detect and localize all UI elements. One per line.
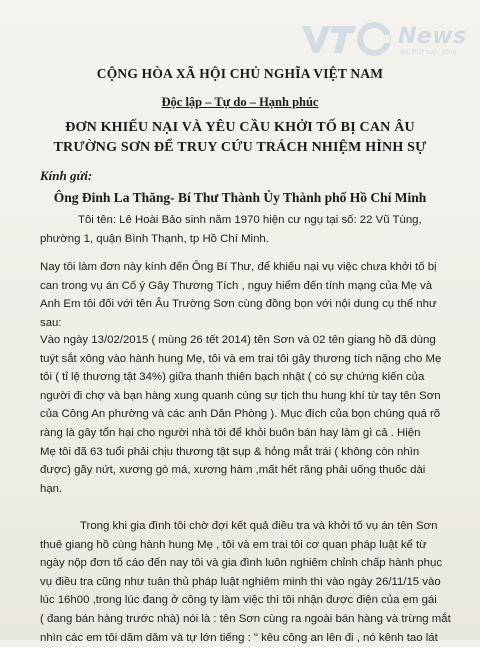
paragraph-purpose <box>40 258 437 332</box>
country-header: CỘNG HÒA XÃ HỘI CHỦ NGHĨA VIỆT NAM <box>96 66 384 81</box>
text-line: tuýt sắt xông vào hành hung Mẹ, tôi và em trai tôi gây thương tích nặng cho Mẹ <box>40 352 442 365</box>
text-line: lúc 16h00 ,trong lúc đang ở công ty làm việc thì tôi nhận được điện của em gái <box>40 594 437 607</box>
text-line: sau: <box>40 316 62 329</box>
watermark-news-text: News <box>398 24 467 49</box>
text-line: phường 1, quận Bình Thạnh, tp Hồ Chí Minh. <box>40 232 269 245</box>
text-line: được) gãy nứt, xương gò má, xương hàm ,mất hết răng phải uống thuốc dài <box>40 464 426 477</box>
text-line: Nay tôi làm đơn này kính đến Ông Bí Thư, để khiếu nại vụ việc chưa khởi tố bị <box>40 261 437 273</box>
text-line: tôi ( tỉ lệ thương tật 34%) giữa thanh thiên bạch nhật ( có sự chứng kiến của <box>40 371 425 384</box>
paragraph-identity <box>40 211 422 248</box>
text-line: ( đang bán hàng trước nhà) nói là : tên Sơn cùng ra ngoài bán hàng và trừng mắt <box>40 612 451 625</box>
document-title-line-1: ĐƠN KHIẾU NẠI VÀ YÊU CẦU KHỞI TỐ BỊ CAN ÂU <box>65 120 415 135</box>
text-line: vụ điều tra cũng như tuân thủ pháp luật nghiêm minh thì vào ngày 26/11/15 vào <box>40 575 441 588</box>
watermark-tagline: Nội thất cuộc sống <box>400 49 457 56</box>
text-line: Mẹ tôi đã 63 tuổi phải chịu thương tật sụp & hỏng mắt trái ( không còn nhìn <box>40 445 420 458</box>
text-line: Tôi tên: Lê Hoài Bảo sinh năm 1970 hiện cư ngụ tại số: 22 Vũ Tùng, <box>78 214 422 226</box>
text-line: nhìn các em tôi dăm dăm và tự lớn tiếng : " kêu công an lên đi , nó kênh tao lát <box>40 631 438 644</box>
text-line: Anh Em tôi đối với tên Âu Trường Sơn cùng đồng bọn với nội dung cụ thể như <box>40 298 437 311</box>
document-title-line-2: TRƯỜNG SƠN ĐỂ TRUY CỨU TRÁCH NHIỆM HÌNH SỰ <box>53 140 427 155</box>
text-line: can trong vụ án Cố ý Gây Thương Tích , nguy hiểm đến tính mạng của Mẹ và <box>40 279 433 292</box>
text-line: của Công An phường và các anh Dân Phòng ). Mục đích của bọn chúng quá rõ <box>40 408 441 421</box>
text-line: ràng là gây tổn hại cho người nhà tôi để khỏi buôn bán hay làm gì cả . Hiện <box>40 426 421 439</box>
text-line: hạn. <box>40 482 63 495</box>
text-line: người đi chợ và bạn hàng xung quanh cùng sự tịch thu hung khí từ tay tên Sơn <box>40 389 441 402</box>
motto: Độc lập – Tự do – Hạnh phúc <box>161 95 319 109</box>
text-line: ngày nộp đơn tố cáo đến nay tôi và gia đình luôn nghiêm chỉnh chấp hành phục <box>40 557 443 570</box>
vtc-logo-icon <box>296 22 396 56</box>
salutation: Kính gửi: <box>40 168 93 183</box>
text-line: Trong khi gia đình tôi chờ đợi kết quả điều tra và khởi tố vụ án tên Sơn <box>80 520 438 532</box>
paragraph-investigation <box>40 517 451 647</box>
addressee: Ông Đinh La Thăng- Bí Thư Thành Ủy Thành phố Hồ Chí Minh <box>53 190 427 205</box>
text-line: Vào ngày 13/02/2015 ( mùng 26 tết 2014) tên Sơn và 02 tên giang hồ đã dùng <box>40 334 436 346</box>
vtc-news-watermark <box>296 22 466 58</box>
text-line: thuê giang hồ cùng hành hung Mẹ , tôi và em trai tôi cơ quan pháp luật kể từ <box>40 538 427 551</box>
paragraph-incident <box>40 331 441 498</box>
